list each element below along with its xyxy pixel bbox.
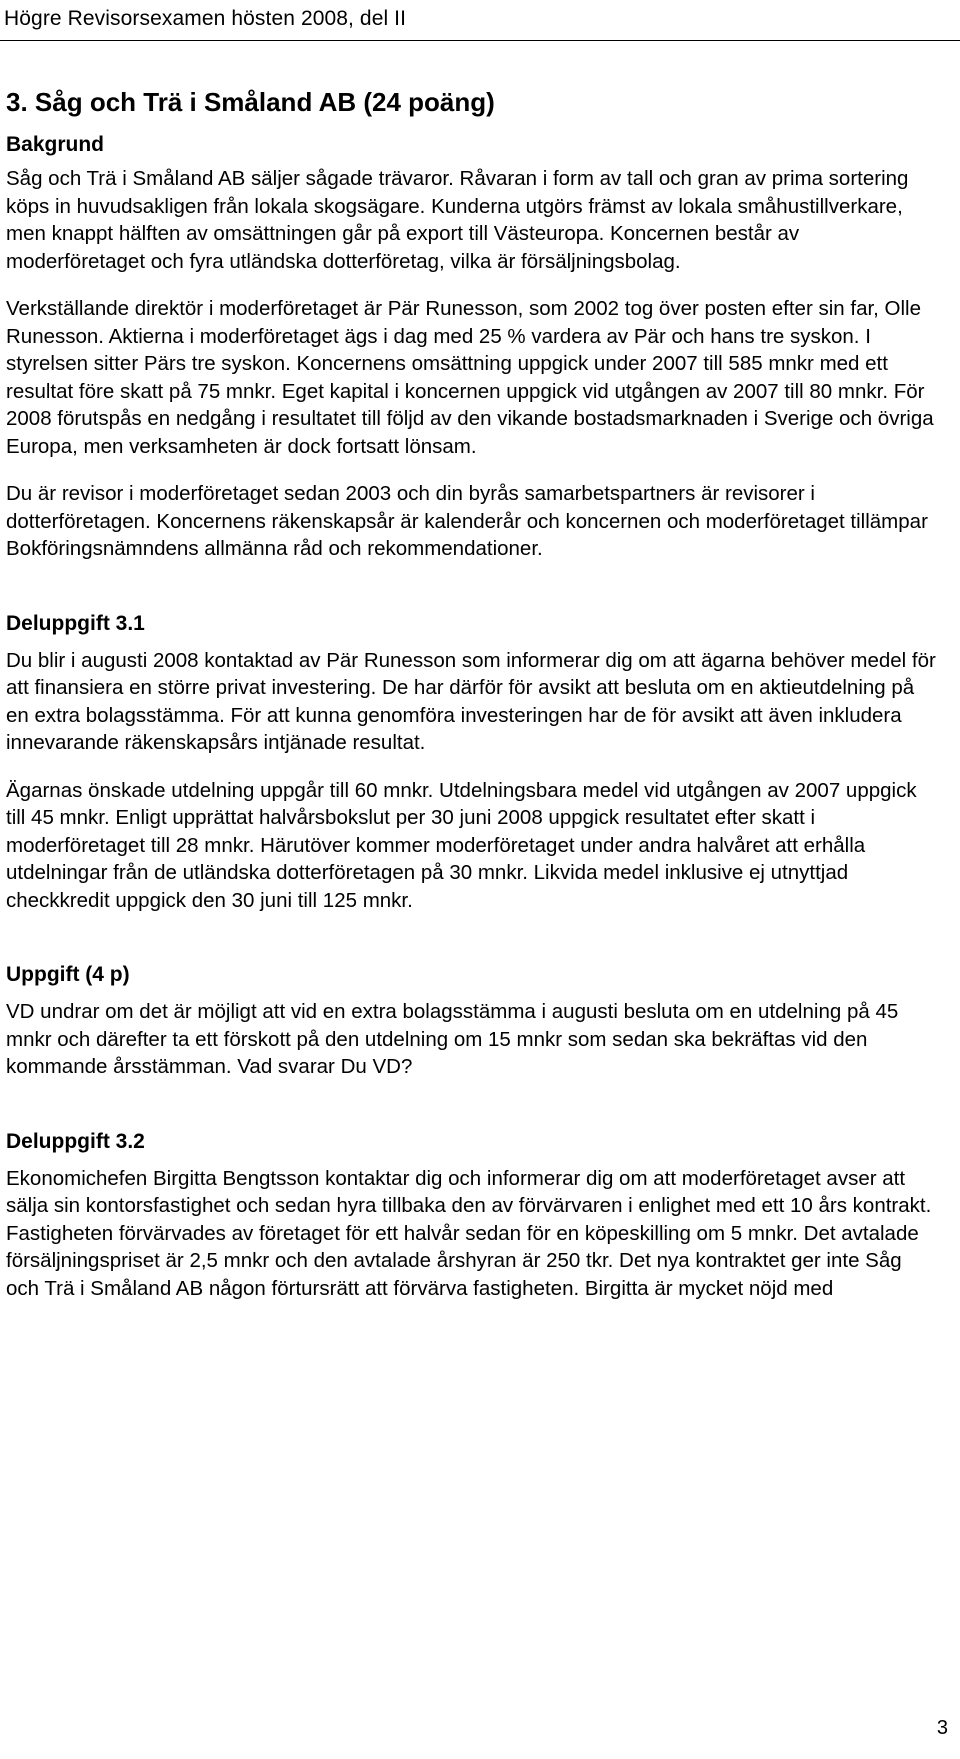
document-body <box>6 86 938 1302</box>
background-paragraph-1: Såg och Trä i Småland AB säljer sågade trävaror. Råvaran i form av tall och gran av prima sortering köps in huvudsakligen från lokala skogsägare. Kunderna utgörs främst av lokala småhustillverkare, men knappt hälften av omsättningen går på export till Västeuropa. Koncernen består av moderföretaget och fyra utländska dotterföretag, vilka är försäljningsbolag. <box>6 167 909 273</box>
assignment-text: VD undrar om det är möjligt att vid en extra bolagsstämma i augusti besluta om en utdelning på 45 mnkr och därefter ta ett förskott på den utdelning om 15 mnkr som sedan ska bekräftas vid den kommande årsstämman. Vad svarar Du VD? <box>6 1000 899 1078</box>
task-3-2-heading: Deluppgift 3.2 <box>6 1129 145 1153</box>
assignment-heading: Uppgift (4 p) <box>6 963 130 986</box>
background-paragraph-3: Du är revisor i moderföretaget sedan 2003 och din byrås samarbetspartners är revisorer i dotterföretagen. Koncernens räkenskapsår är kalenderår och koncernen och moderföretaget tillämpar Bokföringsnämndens allmänna råd och rekommendationer. <box>6 482 928 560</box>
page-number: 3 <box>936 1717 948 1739</box>
task-3-1-paragraph-1: Du blir i augusti 2008 kontaktad av Pär Runesson som informerar dig om att ägarna behöver medel för att finansiera en större privat investering. De har därför för avsikt att besluta om en aktieutdelning på en extra bolagsstämma. För att kunna genomföra investeringen har de för avsikt att även inkludera innevarande räkenskapsårs intjänade resultat. <box>6 648 936 754</box>
task-3-1-heading: Deluppgift 3.1 <box>6 611 145 635</box>
section-title: 3. Såg och Trä i Småland AB (24 poäng) <box>6 87 495 117</box>
background-paragraph-2: Verkställande direktör i moderföretaget är Pär Runesson, som 2002 tog över posten efter sin far, Olle Runesson. Aktierna i moderföretaget ägs i dag med 25 % vardera av Pär och hans tre syskon. I styrelsen sitter Pärs tre syskon. Koncernens omsättning uppgick under 2007 till 585 mnkr med ett resultat före skatt på 75 mnkr. Eget kapital i koncernen uppgick vid utgången av 2007 till 80 mnkr. För 2008 förutspås en nedgång i resultatet till följd av den vikande bostadsmarknaden i Sverige och övriga Europa, men verksamheten är dock fortsatt lönsam. <box>6 297 934 458</box>
running-header: Högre Revisorsexamen hösten 2008, del II <box>4 7 407 30</box>
header-divider <box>0 40 960 41</box>
task-3-2-paragraph: Ekonomichefen Birgitta Bengtsson kontaktar dig och informerar dig om att moderföretaget avser att sälja sin kontorsfastighet och sedan hyra tillbaka den av förvärvaren i enlighet med ett 10 års kontrakt. Fastigheten förvärvades av företaget för ett halvår sedan för en köpeskilling om 5 mnkr. Det avtalade försäljningspriset är 2,5 mnkr och den avtalade årshyran är 250 tkr. Det nya kontraktet ger inte Såg och Trä i Småland AB någon förtursrätt att förvärva fastigheten. Birgitta är mycket nöjd med <box>6 1166 932 1300</box>
background-heading: Bakgrund <box>6 133 105 156</box>
task-3-1-paragraph-2: Ägarnas önskade utdelning uppgår till 60 mnkr. Utdelningsbara medel vid utgången av 2007 uppgick till 45 mnkr. Enligt upprättat halvårsbokslut per 30 juni 2008 uppgick resultatet efter skatt i moderföretaget till 28 mnkr. Härutöver kommer moderföretaget under andra halvåret att erhålla utdelningar från de utländska dotterföretagen på 30 mnkr. Likvida medel inklusive ej utnyttjad checkkredit uppgick den 30 juni till 125 mnkr. <box>6 778 917 912</box>
